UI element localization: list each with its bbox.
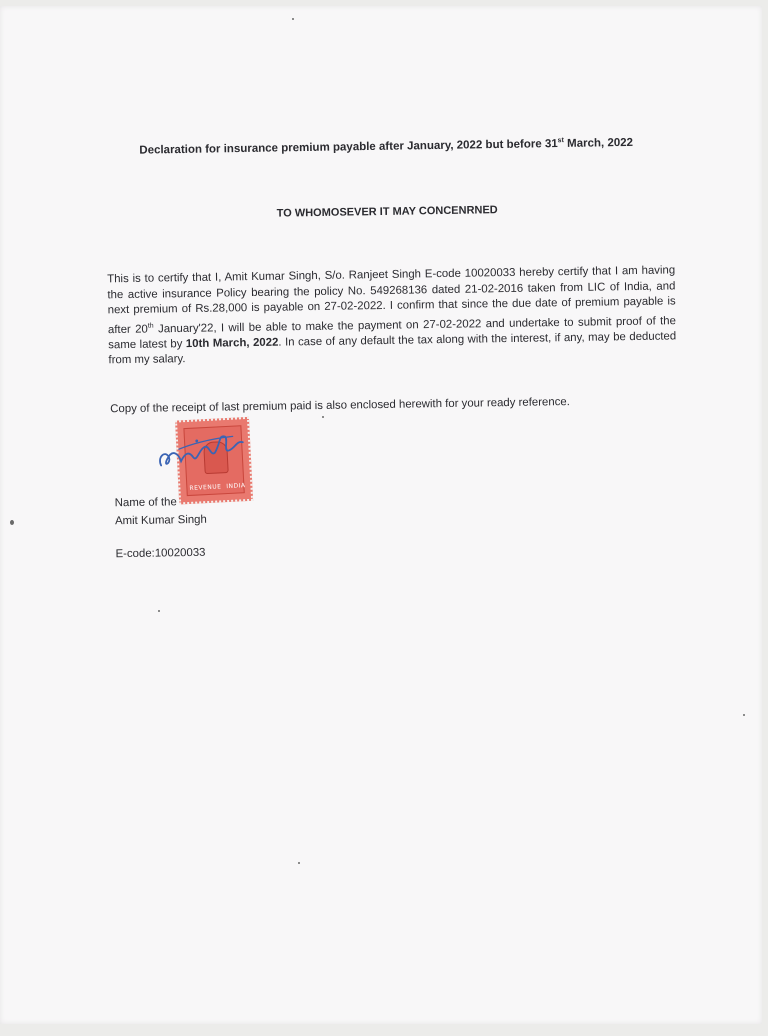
declaration-paragraph: This is to certify that I, Amit Kumar Singh, S/o. Ranjeet Singh E-code 10020033 hereby certify that I am having the active insurance Policy bearing the policy No. 549268136 dated 21-02-2016 taken from LIC of India, and next premium of Rs.28,000 is payable on 27-02-2022. I confirm that since the due date of premium payable is after 20th January'22, I will be able to make the payment on 27-02-2022 and undertake to submit proof of the same latest by 10th March, 2022. In case of any default the tax along with the interest, if any, may be deducted from my salary.: [107, 264, 677, 367]
paper-speck: [10, 520, 14, 525]
document-subheading: TO WHOMOSEVER IT MAY CONCENRNED: [276, 204, 498, 220]
receipt-reference-line: Copy of the receipt of last premium paid is also enclosed herewith for your ready reference.: [110, 396, 570, 416]
document-heading: Declaration for insurance premium payable after January, 2022 but before 31st March, 2022: [139, 136, 634, 157]
paper-speck: [292, 18, 294, 20]
paper-sheet: [0, 6, 762, 1024]
paper-speck: [743, 714, 745, 716]
stamp-text: REVENUE INDIA: [189, 482, 246, 492]
name-value: Amit Kumar Singh: [114, 513, 207, 528]
employee-code: E-code:10020033: [115, 546, 206, 561]
signature: [149, 426, 260, 478]
paper-speck: [322, 416, 324, 418]
paper-speck: [298, 862, 300, 864]
paper-speck: [158, 610, 160, 612]
name-label: Name of the: [114, 496, 177, 510]
